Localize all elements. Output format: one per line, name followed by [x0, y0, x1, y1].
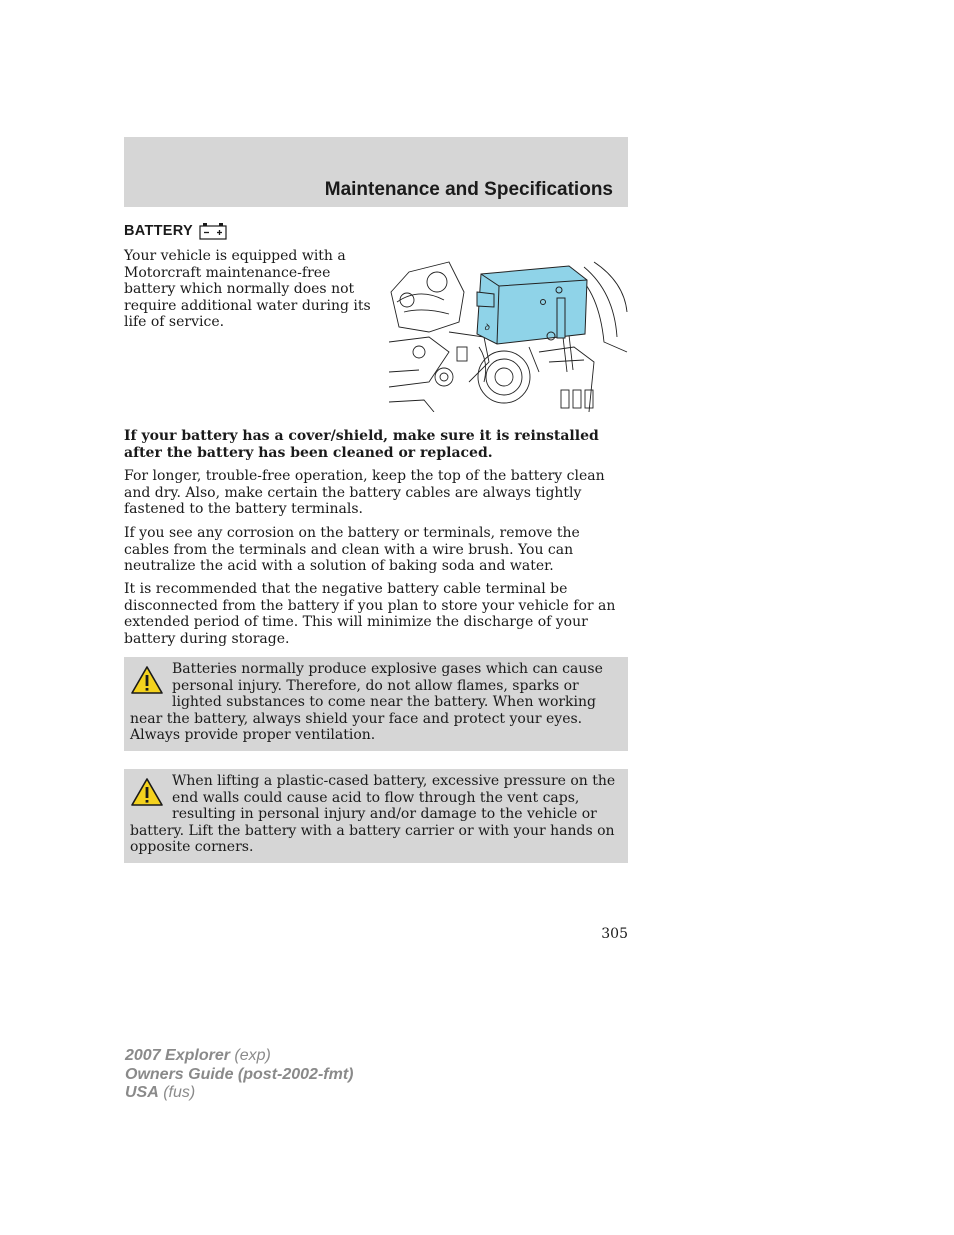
warning-triangle-icon — [130, 665, 164, 695]
battery-icon — [199, 222, 227, 240]
section-header-bar — [124, 137, 628, 207]
body-paragraph: If you see any corrosion on the battery or terminals, remove the cables from the terminals and clean with a wire brush. You can neutralize the acid with a solution of baking soda and water. — [124, 525, 580, 574]
intro-paragraph: Your vehicle is equipped with a Motorcraft maintenance-free battery which normally does not require additional water during its life of service. — [124, 248, 371, 330]
warning-triangle-icon — [130, 777, 164, 807]
section-heading-text: BATTERY — [124, 223, 193, 239]
warning-text: When lifting a plastic-cased battery, excessive pressure on the end walls could cause acid to flow through the vent caps, resulting in personal injury and/or damage to the vehicle or battery. Lift the battery with a battery carrier or with your hands on opposite corners. — [130, 773, 616, 855]
footer-model-code: (exp) — [229, 1047, 271, 1064]
document-footer — [125, 1047, 353, 1103]
footer-model: 2007 Explorer — [125, 1047, 230, 1064]
warning-text: Batteries normally produce explosive gases which can cause personal injury. Therefore, do not allow flames, sparks or lighted substances to come near the battery. When working near the battery, always shield your face and protect your eyes. Always provide proper ventilation. — [130, 661, 603, 743]
footer-market-code: (fus) — [158, 1084, 196, 1101]
warning-box — [124, 657, 628, 751]
page-title: Maintenance and Specifications — [324, 179, 613, 200]
footer-market: USA — [125, 1084, 159, 1101]
cover-shield-note: If your battery has a cover/shield, make sure it is reinstalled after the battery has been cleaned or replaced. — [124, 428, 599, 461]
warning-box — [124, 769, 628, 863]
section-heading — [124, 222, 227, 240]
body-paragraph: It is recommended that the negative battery cable terminal be disconnected from the battery if you plan to store your vehicle for an extended period of time. This will minimize the discharge of your battery during storage. — [124, 581, 616, 647]
engine-compartment-battery-illustration — [389, 252, 629, 412]
svg-text:ꝺ: ꝺ — [484, 323, 490, 333]
page-number: 305 — [601, 926, 628, 942]
body-paragraph: For longer, trouble-free operation, keep the top of the battery clean and dry. Also, make certain the battery cables are always tightly fastened to the battery terminals. — [124, 468, 605, 517]
footer-guide: Owners Guide (post-2002-fmt) — [125, 1065, 354, 1083]
